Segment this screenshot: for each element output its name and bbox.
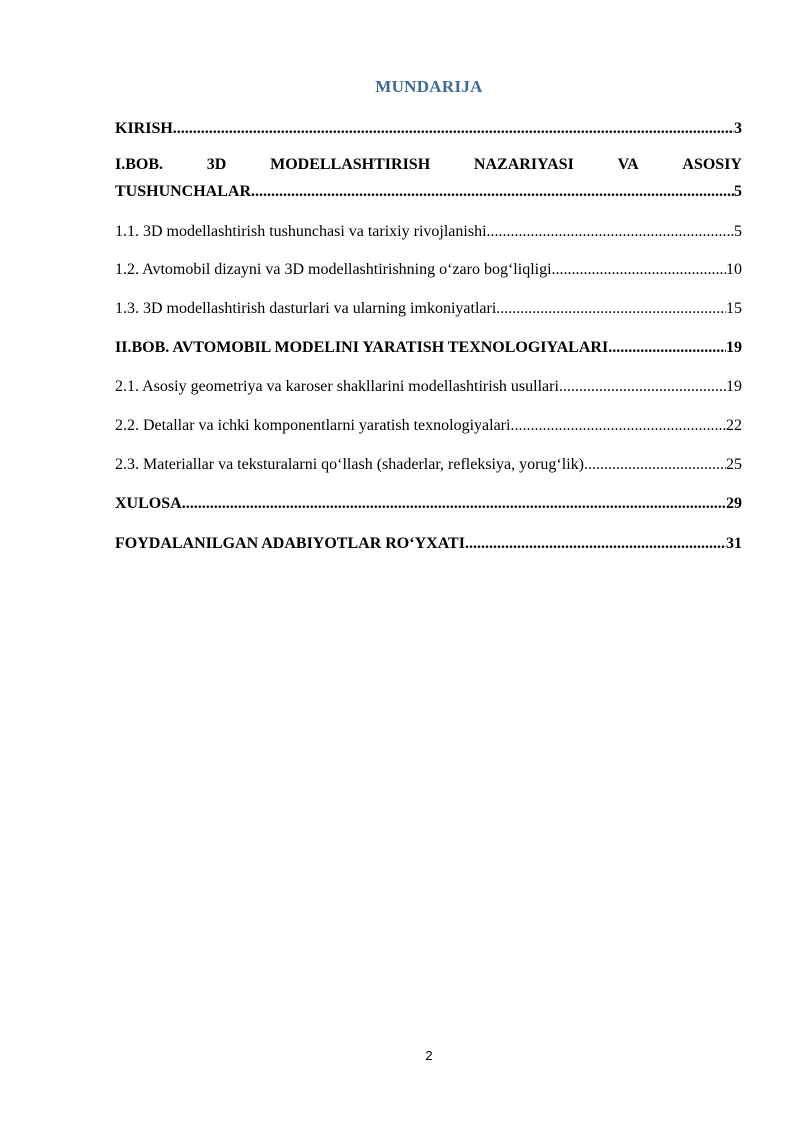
toc-entry-1-1[interactable]	[115, 222, 742, 242]
toc-entry-label: 1.1. 3D modellashtirish tushunchasi va tarixiy rivojlanishi	[115, 223, 487, 240]
toc-entry-page: 5	[734, 183, 742, 200]
toc-leader-dots	[496, 299, 726, 319]
toc-entry-label: 2.1. Asosiy geometriya va karoser shakllarini modellashtirish usullari	[115, 378, 559, 395]
toc-word: ASOSIY	[682, 156, 742, 173]
toc-entry-bob2[interactable]	[115, 338, 742, 358]
toc-word: NAZARIYASI	[473, 156, 574, 173]
toc-leader-dots	[510, 416, 726, 436]
toc-title: MUNDARIJA	[375, 77, 483, 96]
toc-entry-page: 31	[726, 535, 742, 552]
toc-entry-bob1-line1[interactable]	[115, 156, 742, 174]
toc-entry-label: 1.2. Avtomobil dizayni va 3D modellashtirishning o‘zaro bog‘liqligi	[115, 261, 552, 278]
toc-leader-dots	[182, 494, 726, 514]
toc-entry-adabiyotlar[interactable]	[115, 534, 742, 554]
toc-leader-dots	[552, 260, 726, 280]
page-number: 2	[425, 1048, 433, 1063]
toc-entry-page: 19	[726, 378, 742, 395]
toc-leader-dots	[173, 119, 734, 139]
toc-entry-label: XULOSA	[115, 495, 182, 512]
toc-entry-2-1[interactable]	[115, 377, 742, 397]
toc-entry-page: 10	[726, 261, 742, 278]
toc-entry-label: II.BOB. AVTOMOBIL MODELINI YARATISH TEXNOLOGIYALARI	[115, 339, 609, 356]
toc-entry-page: 19	[726, 339, 742, 356]
toc-entry-page: 3	[734, 120, 742, 137]
toc-entry-label: FOYDALANILGAN ADABIYOTLAR RO‘YXATI	[115, 535, 465, 552]
toc-entry-page: 22	[726, 417, 742, 434]
toc-leader-dots	[465, 534, 726, 554]
toc-entry-2-3[interactable]	[115, 455, 742, 475]
toc-entry-kirish[interactable]	[115, 119, 742, 139]
toc-entry-1-2[interactable]	[115, 260, 742, 280]
toc-entry-page: 25	[726, 456, 742, 473]
toc-entry-1-3[interactable]	[115, 299, 742, 319]
toc-word: VA	[617, 156, 639, 173]
toc-entry-label: TUSHUNCHALAR	[115, 183, 252, 200]
toc-leader-dots	[251, 182, 734, 202]
toc-entry-xulosa[interactable]	[115, 494, 742, 514]
toc-word: 3D	[206, 156, 227, 173]
toc-entry-label: 1.3. 3D modellashtirish dasturlari va ularning imkoniyatlari	[115, 300, 497, 317]
toc-entry-page: 29	[726, 495, 742, 512]
toc-word: I.BOB.	[115, 156, 164, 173]
toc-entry-bob1-line2[interactable]	[115, 182, 742, 202]
toc-entry-page: 5	[734, 223, 742, 240]
toc-entry-page: 15	[726, 300, 742, 317]
toc-entry-2-2[interactable]	[115, 416, 742, 436]
toc-entry-label: 2.3. Materiallar va teksturalarni qo‘llash (shaderlar, refleksiya, yorug‘lik)	[115, 456, 584, 473]
toc-leader-dots	[559, 377, 726, 397]
toc-word: MODELLASHTIRISH	[270, 156, 431, 173]
toc-leader-dots	[608, 338, 726, 358]
toc-leader-dots	[487, 222, 734, 242]
toc-leader-dots	[584, 455, 726, 475]
toc-entry-label: 2.2. Detallar va ichki komponentlarni yaratish texnologiyalari	[115, 417, 511, 434]
toc-entry-label: KIRISH	[115, 120, 173, 137]
